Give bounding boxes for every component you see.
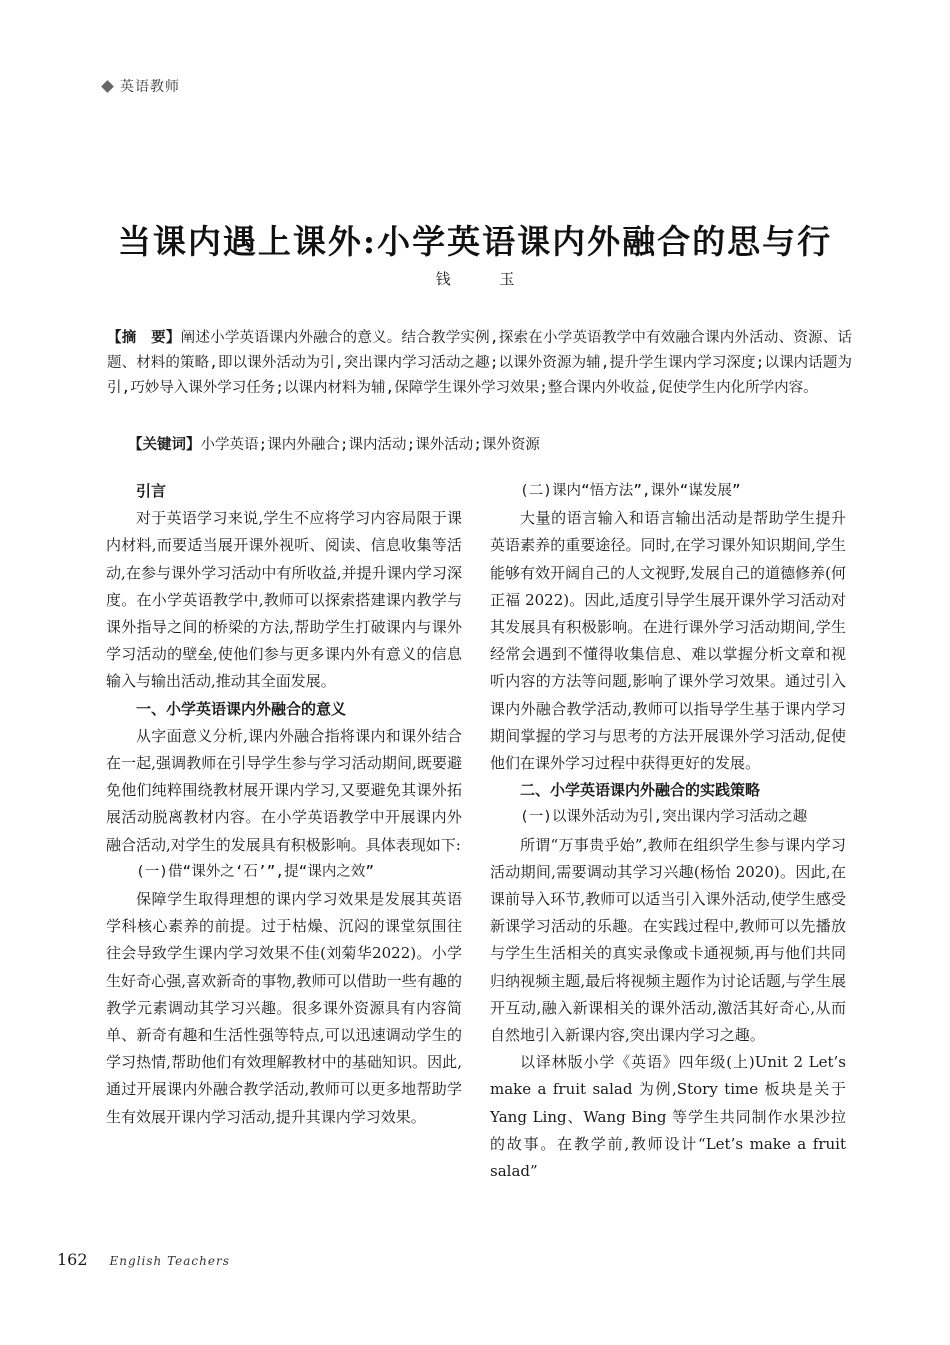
paragraph: 所谓“万事贵乎始”,教师在组织学生参与课内学习活动期间,需要调动其学习兴趣(杨怡 2020)。因此,在课前导入环节,教师可以适当引入课外活动,使学生感受新课学习活动的乐趣。在实践过程中,教师可以先播放与学生生活相关的真实录像或卡通视频,再与他们共同归纳视频主题,最后将视频主题作为讨论话题,与学生展开互动,融入新课相关的课外活动,激活其好奇心,从而自然地引入新课内容,突出课内学习之趣。 — [490, 835, 846, 1045]
article-title: 当课内遇上课外:小学英语课内外融合的思与行 — [117, 222, 833, 261]
keywords — [128, 433, 853, 458]
page-footer — [57, 1250, 230, 1269]
subsection-heading-1-1: (一)借“课外之‘石’”,提“课内之效” — [136, 863, 375, 880]
paragraph: 大量的语言输入和语言输出活动是帮助学生提升英语素养的重要途径。同时,在学习课外知识期间,学生能够有效开阔自己的人文视野,发展自己的道德修养(何正福 2022)。因此,适度引导学生展开课外学习活动对其发展具有积极影响。在进行课外学习活动期间,学生经常会遇到不懂得收集信息、难以掌握分析文章和视听内容的方法等问题,影响了课外学习效果。通过引入课内外融合教学活动,教师可以指导学生基于课内学习期间掌握的学习与思考的方法开展课外学习活动,促使他们在课外学习过程中获得更好的发展。 — [490, 509, 846, 773]
journal-header — [103, 76, 180, 96]
left-column — [106, 478, 462, 1131]
page-number: 162 — [57, 1250, 88, 1269]
abstract — [107, 326, 852, 401]
footer-journal-name: English Teachers — [109, 1254, 230, 1268]
paragraph: 保障学生取得理想的课内学习效果是发展其英语学科核心素养的前提。过于枯燥、沉闷的课堂氛围往往会导致学生课内学习效果不佳(刘菊华2022)。小学生好奇心强,喜欢新奇的事物,教师可以借助一些有趣的教学元素调动其学习兴趣。很多课外资源具有内容简单、新奇有趣和生活性强等特点,可以迅速调动学生的学习热情,帮助他们有效理解教材中的基础知识。因此,通过开展课内外融合教学活动,教师可以更多地帮助学生有效展开课内学习活动,提升其课内学习效果。 — [106, 890, 462, 1126]
journal-header-label: 英语教师 — [120, 79, 180, 95]
abstract-label: 【摘 要】 — [107, 330, 181, 346]
article-author: 钱 玉 — [435, 270, 537, 288]
section-heading-2: 二、小学英语课内外融合的实践策略 — [520, 781, 761, 800]
diamond-icon — [101, 80, 114, 93]
keywords-label: 【关键词】 — [128, 437, 201, 453]
section-heading-1: 一、小学英语课内外融合的意义 — [136, 699, 347, 718]
right-column — [490, 478, 846, 1185]
subsection-heading-1-2: (二)课内“悟方法”,课外“谋发展” — [520, 483, 741, 499]
paragraph: 从字面意义分析,课内外融合指将课内和课外结合在一起,强调教师在引导学生参与学习活动期间,既要避免他们纯粹围绕教材展开课内学习,又要避免其课外拓展活动脱离教材内容。在小学英语教学中开展课内外融合活动,对学生的发展具有积极影响。具体表现如下: — [106, 726, 462, 854]
paragraph: 对于英语学习来说,学生不应将学习内容局限于课内材料,而要适当展开课外视听、阅读、信息收集等活动,在参与课外学习活动中有所收益,并提升课内学习深度。在小学英语教学中,教师可以探索搭建课内教学与课外指导之间的桥梁的方法,帮助学生打破课内与课外学习活动的壁垒,使他们参与更多课内外有意义的信息输入与输出活动,推动其全面发展。 — [106, 509, 462, 691]
keywords-text: 小学英语;课内外融合;课内活动;课外活动;课外资源 — [200, 437, 540, 453]
section-heading-intro: 引言 — [136, 482, 167, 500]
abstract-text: 阐述小学英语课内外融合的意义。结合教学实例,探索在小学英语教学中有效融合课内外活动、资源、话题、材料的策略,即以课外活动为引,突出课内学习活动之趣;以课外资源为辅,提升学生课内学习深度;以课内话题为引,巧妙导入课外学习任务;以课内材料为辅,保障学生课外学习效果;整合课内外收益,促使学生内化所学内容。 — [107, 330, 853, 396]
subsection-heading-2-1: (一)以课外活动为引,突出课内学习活动之趣 — [520, 809, 808, 826]
paragraph: 以译林版小学《英语》四年级(上)Unit 2 Let’s make a fruit salad 为例,Story time 板块是关于 Yang Ling、Wang Bing 等学生共同制作水果沙拉的故事。在教学前,教师设计“Let’s make a fruit salad” — [490, 1053, 846, 1181]
